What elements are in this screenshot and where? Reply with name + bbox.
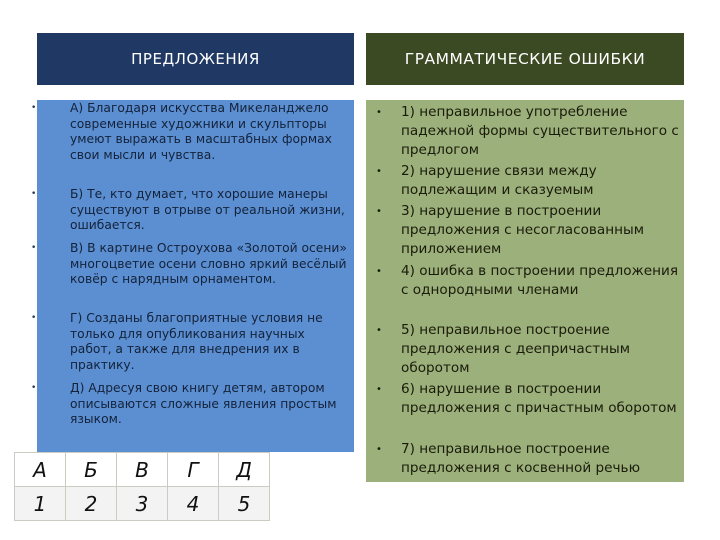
error-item-3: [366, 202, 684, 262]
errors-header-label: ГРАММАТИЧЕСКИЕ ОШИБКИ: [404, 50, 646, 68]
sentences-header: [37, 33, 354, 85]
error-text: 1) неправильное употребление падежной формы существительного с предлогом: [401, 104, 679, 158]
bullet-icon: •: [31, 103, 37, 113]
bullet-icon: •: [376, 384, 382, 395]
errors-panel: [366, 100, 684, 482]
answer-table: [14, 452, 270, 521]
sentence-text: Д) Адресуя свою книгу детям, автором описываются сложные явления простым языком.: [70, 381, 337, 426]
answer-letter-cell: Б: [66, 453, 117, 487]
error-item-2: [366, 162, 684, 202]
error-item-1: [366, 103, 684, 162]
error-item-7: [366, 440, 684, 480]
error-text: 2) нарушение связи между подлежащим и сказуемым: [401, 163, 597, 198]
sentence-item-d: [31, 381, 354, 441]
sentence-text: А) Благодаря искусства Микеланджело современные художники и скульпторы умеют выражать в масштабных формах свои мысли и чувства.: [70, 101, 332, 162]
error-item-4: [366, 262, 684, 321]
error-text: 7) неправильное построение предложения с косвенной речью: [401, 441, 641, 476]
bullet-icon: •: [31, 383, 37, 393]
answer-letter-cell: Д: [219, 453, 270, 487]
bullet-icon: •: [376, 166, 382, 177]
bullet-icon: •: [31, 189, 37, 199]
answer-number-cell: 3: [117, 487, 168, 521]
errors-list: [366, 103, 684, 480]
error-text: 5) неправильное построение предложения с деепричастным оборотом: [401, 322, 631, 376]
bullet-icon: •: [376, 444, 382, 455]
error-item-5: [366, 321, 684, 380]
sentence-item-a: [31, 101, 354, 187]
sentences-panel: [31, 100, 354, 452]
bullet-icon: •: [376, 206, 382, 217]
answer-letter-cell: Г: [168, 453, 219, 487]
answer-letters-row: [15, 453, 270, 487]
sentence-item-v: [31, 241, 354, 311]
sentences-list: [31, 101, 354, 441]
answer-number-cell: 2: [66, 487, 117, 521]
error-text: 4) ошибка в построении предложения с однородными членами: [401, 263, 679, 298]
error-item-6: [366, 380, 684, 440]
sentences-header-label: ПРЕДЛОЖЕНИЯ: [131, 50, 260, 68]
sentence-text: Г) Созданы благоприятные условия не только для опубликования научных работ, а также для внедрения их в практику.: [70, 311, 323, 372]
answer-number-cell: 4: [168, 487, 219, 521]
bullet-icon: •: [376, 107, 382, 118]
error-text: 3) нарушение в построении предложения с несогласованным приложением: [401, 203, 645, 257]
bullet-icon: •: [31, 243, 37, 253]
error-text: 6) нарушение в построении предложения с причастным оборотом: [401, 381, 677, 416]
answer-number-cell: 1: [15, 487, 66, 521]
answer-letter-cell: А: [15, 453, 66, 487]
sentence-text: Б) Те, кто думает, что хорошие манеры существуют в отрыве от реальной жизни, ошибается.: [70, 187, 345, 232]
answer-numbers-row: [15, 487, 270, 521]
bullet-icon: •: [376, 325, 382, 336]
bullet-icon: •: [31, 313, 37, 323]
bullet-icon: •: [376, 266, 382, 277]
sentence-item-b: [31, 187, 354, 241]
answer-letter-cell: В: [117, 453, 168, 487]
sentence-item-g: [31, 311, 354, 381]
answer-number-cell: 5: [219, 487, 270, 521]
errors-header: [366, 33, 684, 85]
sentence-text: В) В картине Остроухова «Золотой осени» многоцветие осени словно яркий весёлый ковёр с нарядным орнаментом.: [70, 241, 347, 286]
